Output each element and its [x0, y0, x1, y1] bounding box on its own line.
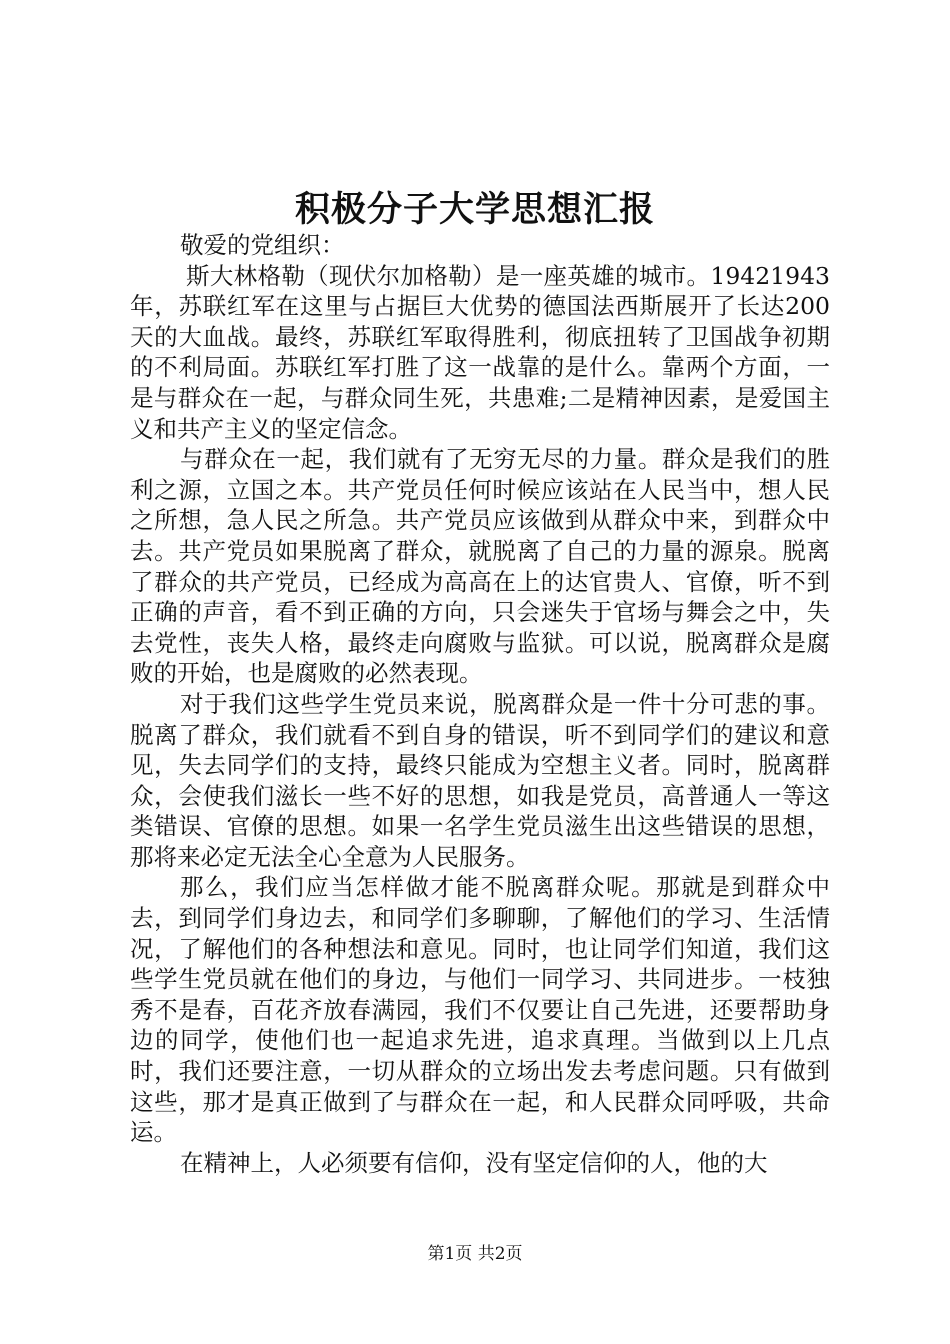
page-number-footer: 第1页 共2页 — [427, 1244, 523, 1264]
paragraph-3: 对于我们这些学生党员来说，脱离群众是一件十分可悲的事。脱离了群众，我们就看不到自身的错误，听不到同学们的建议和意见，失去同学们的支持，最终只能成为空想主义者。同时，脱离群众，会使我们滋长一些不好的思想，如我是党员，高普通人一等这类错误、官僚的思想。如果一名学生党员滋生出这些错误的思想，那将来必定无法全心全意为人民服务。 — [130, 689, 830, 871]
document-title: 积极分子大学思想汇报 — [294, 189, 655, 230]
document-body — [130, 230, 830, 1178]
paragraph-1: 斯大林格勒（现伏尔加格勒）是一座英雄的城市。19421943年，苏联红军在这里与占据巨大优势的德国法西斯展开了长达200天的大血战。最终，苏联红军取得胜利，彻底扭转了卫国战争初期的不利局面。苏联红军打胜了这一战靠的是什么。靠两个方面，一是与群众在一起，与群众同生死，共患难;二是精神因素，是爱国主义和共产主义的坚定信念。 — [130, 261, 830, 443]
paragraph-2: 与群众在一起，我们就有了无穷无尽的力量。群众是我们的胜利之源，立国之本。共产党员任何时候应该站在人民当中，想人民之所想，急人民之所急。共产党员应该做到从群众中来，到群众中去。共产党员如果脱离了群众，就脱离了自己的力量的源泉。脱离了群众的共产党员，已经成为高高在上的达官贵人、官僚，听不到正确的声音，看不到正确的方向，只会迷失于官场与舞会之中，失去党性，丧失人格，最终走向腐败与监狱。可以说，脱离群众是腐败的开始，也是腐败的必然表现。 — [130, 445, 830, 688]
paragraph-4: 那么，我们应当怎样做才能不脱离群众呢。那就是到群众中去，到同学们身边去，和同学们多聊聊，了解他们的学习、生活情况，了解他们的各种想法和意见。同时，也让同学们知道，我们这些学生党员就在他们的身边，与他们一同学习、共同进步。一枝独秀不是春，百花齐放春满园，我们不仅要让自己先进，还要帮助身边的同学，使他们也一起追求先进，追求真理。当做到以上几点时，我们还要注意，一切从群众的立场出发去考虑问题。只有做到这些，那才是真正做到了与群众在一起，和人民群众同呼吸，共命运。 — [130, 873, 830, 1147]
paragraph-5: 在精神上，人必须要有信仰，没有坚定信仰的人，他的大 — [180, 1148, 768, 1177]
salutation: 敬爱的党组织： — [180, 231, 345, 259]
